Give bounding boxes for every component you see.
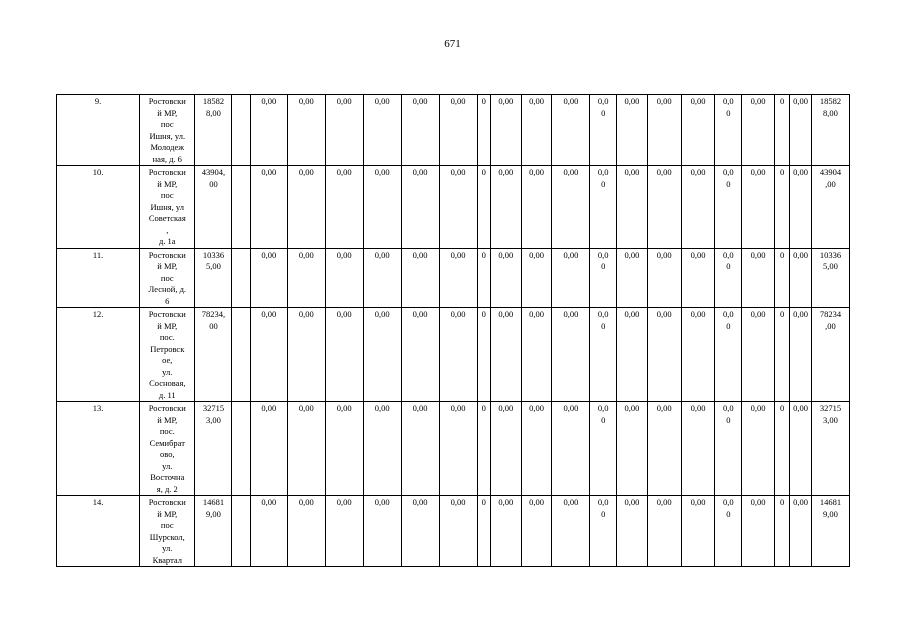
value-cell: 0,00 bbox=[521, 402, 552, 496]
row-number: 14. bbox=[57, 496, 140, 567]
cell-line: 0,0 bbox=[723, 497, 734, 507]
total-cell bbox=[811, 402, 849, 496]
value-cell: 0,00 bbox=[647, 402, 681, 496]
cell-line: 0,0 bbox=[723, 167, 734, 177]
value-cell: 0,00 bbox=[401, 402, 439, 496]
value-cell: 0,00 bbox=[363, 308, 401, 402]
table-body bbox=[57, 95, 850, 567]
amount-cell bbox=[195, 402, 232, 496]
value-cell: 0,00 bbox=[681, 308, 715, 402]
cell-line: 0 bbox=[726, 414, 731, 425]
cell-line: й МР, bbox=[157, 178, 178, 189]
cell-line: ная, д. 6 bbox=[152, 153, 182, 164]
cell-line: 0 bbox=[726, 261, 731, 271]
value-cell: 0,00 bbox=[250, 248, 287, 308]
cell-line: 3,00 bbox=[206, 414, 221, 425]
value-cell: 0,00 bbox=[490, 496, 521, 567]
value-cell: 0 bbox=[774, 95, 789, 166]
cell-line: 32715 bbox=[819, 403, 842, 413]
value-cell: 0,00 bbox=[790, 95, 812, 166]
value-cell: 0,00 bbox=[742, 95, 775, 166]
cell-line: пос bbox=[160, 520, 174, 530]
value-cell: 0,00 bbox=[490, 248, 521, 308]
cell-line: Ростовски bbox=[148, 309, 186, 319]
split-value-cell bbox=[590, 496, 617, 567]
value-cell: 0,00 bbox=[363, 248, 401, 308]
amount-cell bbox=[195, 248, 232, 308]
value-cell: 0,00 bbox=[401, 95, 439, 166]
cell-line: 14681 bbox=[202, 497, 225, 507]
value-cell: 0,00 bbox=[742, 248, 775, 308]
table-row bbox=[57, 166, 850, 249]
blank-cell bbox=[232, 496, 250, 567]
cell-line: Ишня, ул. bbox=[149, 130, 186, 141]
split-value-cell bbox=[590, 95, 617, 166]
value-cell: 0,00 bbox=[617, 95, 648, 166]
value-cell: 0,00 bbox=[363, 95, 401, 166]
value-cell: 0,00 bbox=[681, 496, 715, 567]
value-cell: 0,00 bbox=[742, 308, 775, 402]
cell-line: 8,00 bbox=[823, 107, 838, 118]
table-row bbox=[57, 95, 850, 166]
value-cell: 0 bbox=[774, 166, 789, 249]
value-cell: 0 bbox=[774, 402, 789, 496]
cell-line: пос bbox=[160, 190, 174, 200]
value-cell: 0 bbox=[477, 308, 490, 402]
value-cell: 0,00 bbox=[250, 496, 287, 567]
value-cell: 0,00 bbox=[250, 308, 287, 402]
cell-line: 18582 bbox=[202, 96, 225, 106]
cell-line: пос bbox=[160, 272, 174, 283]
split-value-cell bbox=[590, 308, 617, 402]
value-cell: 0,00 bbox=[552, 166, 590, 249]
cell-line: ул. bbox=[162, 543, 173, 553]
blank-cell bbox=[232, 95, 250, 166]
cell-line: 43904, bbox=[201, 167, 226, 177]
cell-line: 0 bbox=[601, 414, 606, 425]
value-cell: 0,00 bbox=[617, 496, 648, 567]
value-cell: 0,00 bbox=[439, 402, 477, 496]
split-value-cell bbox=[715, 308, 742, 402]
value-cell: 0,00 bbox=[250, 402, 287, 496]
cell-line: 0,0 bbox=[597, 403, 609, 413]
cell-line: й МР, bbox=[157, 107, 178, 118]
cell-line: я, д. 2 bbox=[156, 483, 178, 494]
cell-line: 0 bbox=[726, 178, 731, 189]
value-cell: 0,00 bbox=[363, 496, 401, 567]
value-cell: 0,00 bbox=[325, 496, 363, 567]
value-cell: 0 bbox=[774, 248, 789, 308]
split-value-cell bbox=[715, 402, 742, 496]
value-cell: 0,00 bbox=[521, 166, 552, 249]
address-cell bbox=[140, 308, 195, 402]
cell-line: 0,0 bbox=[597, 309, 609, 319]
value-cell: 0,00 bbox=[681, 95, 715, 166]
cell-line: , bbox=[166, 224, 169, 235]
cell-line: 78234 bbox=[819, 309, 842, 319]
address-cell bbox=[140, 248, 195, 308]
cell-line: 0 bbox=[601, 178, 606, 189]
value-cell: 0,00 bbox=[250, 166, 287, 249]
cell-line: 5,00 bbox=[206, 261, 221, 271]
value-cell: 0,00 bbox=[287, 402, 325, 496]
value-cell: 0,00 bbox=[250, 95, 287, 166]
cell-line: Петровск bbox=[150, 343, 185, 354]
value-cell: 0 bbox=[477, 166, 490, 249]
cell-line: 0 bbox=[726, 508, 731, 519]
cell-line: Ростовски bbox=[148, 249, 186, 260]
cell-line: 0,0 bbox=[723, 403, 734, 413]
value-cell: 0 bbox=[477, 95, 490, 166]
cell-line: 0,0 bbox=[723, 249, 734, 260]
value-cell: 0 bbox=[477, 248, 490, 308]
cell-line: ,00 bbox=[825, 320, 836, 331]
value-cell: 0,00 bbox=[363, 402, 401, 496]
value-cell: 0 bbox=[774, 496, 789, 567]
split-value-cell bbox=[715, 95, 742, 166]
value-cell: 0,00 bbox=[617, 308, 648, 402]
data-table bbox=[56, 94, 850, 567]
cell-line: 5,00 bbox=[823, 261, 838, 271]
cell-line: Восточна bbox=[150, 472, 185, 482]
value-cell: 0,00 bbox=[325, 248, 363, 308]
table-row bbox=[57, 402, 850, 496]
amount-cell bbox=[195, 166, 232, 249]
row-number: 11. bbox=[57, 248, 140, 308]
value-cell: 0,00 bbox=[552, 496, 590, 567]
value-cell: 0,00 bbox=[401, 248, 439, 308]
cell-line: й МР, bbox=[157, 320, 178, 331]
value-cell: 0,00 bbox=[325, 308, 363, 402]
cell-line: 0,0 bbox=[723, 96, 734, 106]
value-cell: 0,00 bbox=[790, 402, 812, 496]
row-number: 13. bbox=[57, 402, 140, 496]
cell-line: ое, bbox=[162, 355, 173, 365]
address-cell bbox=[140, 496, 195, 567]
value-cell: 0,00 bbox=[681, 166, 715, 249]
cell-line: 14681 bbox=[819, 497, 842, 507]
blank-cell bbox=[232, 248, 250, 308]
value-cell: 0,00 bbox=[490, 402, 521, 496]
value-cell: 0 bbox=[477, 496, 490, 567]
cell-line: Лесной, д. bbox=[148, 284, 187, 294]
split-value-cell bbox=[715, 166, 742, 249]
value-cell: 0 bbox=[774, 308, 789, 402]
value-cell: 0,00 bbox=[287, 308, 325, 402]
split-value-cell bbox=[590, 248, 617, 308]
value-cell: 0,00 bbox=[790, 248, 812, 308]
table-row bbox=[57, 496, 850, 567]
cell-line: 0 bbox=[726, 107, 731, 118]
value-cell: 0,00 bbox=[401, 166, 439, 249]
cell-line: 0,0 bbox=[597, 96, 609, 106]
blank-cell bbox=[232, 402, 250, 496]
cell-line: 10336 bbox=[819, 249, 842, 260]
value-cell: 0,00 bbox=[490, 95, 521, 166]
blank-cell bbox=[232, 166, 250, 249]
cell-line: 32715 bbox=[202, 403, 225, 413]
cell-line: ул. bbox=[162, 460, 173, 471]
value-cell: 0,00 bbox=[790, 308, 812, 402]
value-cell: 0,00 bbox=[401, 496, 439, 567]
value-cell: 0,00 bbox=[552, 95, 590, 166]
amount-cell bbox=[195, 496, 232, 567]
cell-line: 0 bbox=[601, 508, 606, 519]
cell-line: 0 bbox=[601, 261, 606, 271]
cell-line: 0,0 bbox=[723, 309, 734, 319]
value-cell: 0,00 bbox=[617, 402, 648, 496]
value-cell: 0,00 bbox=[325, 95, 363, 166]
value-cell: 0,00 bbox=[647, 308, 681, 402]
blank-cell bbox=[232, 308, 250, 402]
table-row bbox=[57, 308, 850, 402]
value-cell: 0,00 bbox=[647, 248, 681, 308]
value-cell: 0,00 bbox=[742, 166, 775, 249]
row-number: 12. bbox=[57, 308, 140, 402]
cell-line: 8,00 bbox=[206, 107, 221, 118]
address-cell bbox=[140, 166, 195, 249]
value-cell: 0,00 bbox=[439, 248, 477, 308]
value-cell: 0,00 bbox=[325, 402, 363, 496]
value-cell: 0,00 bbox=[617, 166, 648, 249]
value-cell: 0,00 bbox=[617, 248, 648, 308]
cell-line: 6 bbox=[165, 295, 170, 306]
cell-line: Советская bbox=[148, 213, 186, 223]
split-value-cell bbox=[715, 248, 742, 308]
cell-line: 0 bbox=[601, 320, 606, 331]
value-cell: 0,00 bbox=[439, 308, 477, 402]
amount-cell bbox=[195, 308, 232, 402]
cell-line: Молодеж bbox=[150, 142, 185, 152]
value-cell: 0,00 bbox=[647, 166, 681, 249]
cell-line: 0,0 bbox=[597, 497, 609, 507]
value-cell: 0,00 bbox=[521, 308, 552, 402]
cell-line: й МР, bbox=[157, 508, 178, 519]
cell-line: Ростовски bbox=[148, 167, 186, 177]
value-cell: 0,00 bbox=[439, 496, 477, 567]
value-cell: 0,00 bbox=[287, 166, 325, 249]
cell-line: Квартал bbox=[152, 554, 182, 565]
cell-line: 43904 bbox=[819, 167, 842, 177]
split-value-cell bbox=[715, 496, 742, 567]
value-cell: 0,00 bbox=[287, 95, 325, 166]
cell-line: 9,00 bbox=[823, 508, 838, 519]
row-number: 9. bbox=[57, 95, 140, 166]
value-cell: 0,00 bbox=[647, 496, 681, 567]
value-cell: 0,00 bbox=[552, 308, 590, 402]
cell-line: й МР, bbox=[157, 261, 178, 271]
cell-line: 0,0 bbox=[597, 167, 609, 177]
cell-line: 00 bbox=[209, 178, 218, 189]
total-cell bbox=[811, 248, 849, 308]
value-cell: 0,00 bbox=[439, 95, 477, 166]
amount-cell bbox=[195, 95, 232, 166]
cell-line: Ростовски bbox=[148, 403, 186, 413]
cell-line: пос. bbox=[159, 426, 175, 436]
cell-line: ово, bbox=[159, 449, 175, 459]
cell-line: Ишня, ул bbox=[150, 201, 185, 212]
cell-line: 18582 bbox=[819, 96, 842, 106]
cell-line: 0,0 bbox=[597, 249, 609, 260]
value-cell: 0 bbox=[477, 402, 490, 496]
cell-line: й МР, bbox=[157, 414, 178, 425]
split-value-cell bbox=[590, 402, 617, 496]
value-cell: 0,00 bbox=[552, 402, 590, 496]
cell-line: Сосновая, bbox=[149, 378, 186, 388]
cell-line: 10336 bbox=[202, 249, 225, 260]
cell-line: д. 11 bbox=[158, 389, 176, 400]
value-cell: 0,00 bbox=[521, 95, 552, 166]
cell-line: пос. bbox=[159, 332, 175, 342]
value-cell: 0,00 bbox=[401, 308, 439, 402]
total-cell bbox=[811, 166, 849, 249]
total-cell bbox=[811, 496, 849, 567]
cell-line: д. 1а bbox=[158, 236, 176, 246]
value-cell: 0,00 bbox=[681, 248, 715, 308]
value-cell: 0,00 bbox=[363, 166, 401, 249]
cell-line: 00 bbox=[209, 320, 218, 331]
value-cell: 0,00 bbox=[325, 166, 363, 249]
value-cell: 0,00 bbox=[742, 402, 775, 496]
cell-line: 9,00 bbox=[206, 508, 221, 519]
value-cell: 0,00 bbox=[790, 166, 812, 249]
value-cell: 0,00 bbox=[490, 166, 521, 249]
row-number: 10. bbox=[57, 166, 140, 249]
split-value-cell bbox=[590, 166, 617, 249]
cell-line: ул. bbox=[162, 366, 173, 377]
cell-line: Ростовски bbox=[148, 497, 186, 507]
value-cell: 0,00 bbox=[681, 402, 715, 496]
cell-line: пос bbox=[160, 119, 174, 129]
cell-line: 0 bbox=[601, 107, 606, 118]
address-cell bbox=[140, 402, 195, 496]
page-number: 671 bbox=[444, 38, 461, 50]
total-cell bbox=[811, 95, 849, 166]
cell-line: Шурскол, bbox=[149, 531, 185, 542]
cell-line: Семибрат bbox=[149, 437, 185, 448]
value-cell: 0,00 bbox=[647, 95, 681, 166]
table-row bbox=[57, 248, 850, 308]
cell-line: ,00 bbox=[825, 178, 836, 189]
value-cell: 0,00 bbox=[287, 248, 325, 308]
value-cell: 0,00 bbox=[490, 308, 521, 402]
cell-line: Ростовски bbox=[148, 96, 186, 106]
cell-line: 0 bbox=[726, 320, 731, 331]
value-cell: 0,00 bbox=[439, 166, 477, 249]
address-cell bbox=[140, 95, 195, 166]
value-cell: 0,00 bbox=[521, 248, 552, 308]
value-cell: 0,00 bbox=[742, 496, 775, 567]
value-cell: 0,00 bbox=[790, 496, 812, 567]
cell-line: 78234, bbox=[201, 309, 226, 319]
total-cell bbox=[811, 308, 849, 402]
value-cell: 0,00 bbox=[552, 248, 590, 308]
cell-line: 3,00 bbox=[823, 414, 838, 425]
value-cell: 0,00 bbox=[287, 496, 325, 567]
value-cell: 0,00 bbox=[521, 496, 552, 567]
